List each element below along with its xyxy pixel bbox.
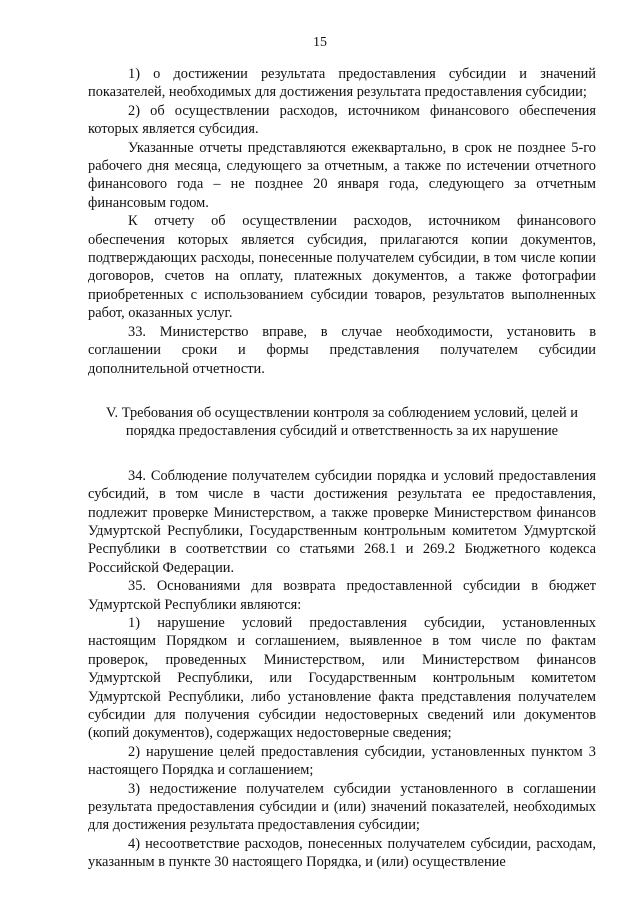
paragraph-35-item-4: 4) несоответствие расходов, понесенных получателем субсидии, расходам, указанным в пункте 30 настоящего Порядка, и (или) осуществление [88,835,596,871]
paragraph-34: 34. Соблюдение получателем субсидии порядка и условий предоставления субсидий, в том числе в части достижения результата ее предоставления, подлежит проверке Министерством, а также проверке Министерством финансов Удмуртской Республики, Государственным контрольным комитетом Удмуртской Республики в соответствии со статьями 268.1 и 269.2 Бюджетного кодекса Российской Федерации. [88,467,596,576]
section-heading: V. Требования об осуществлении контроля за соблюдением условий, целей и порядка предоставления субсидий и ответственность за их нарушение [106,404,578,440]
paragraph-report-achievement: 1) о достижении результата предоставления субсидии и значений показателей, необходимых для достижения результата предоставления субсидии; [88,66,596,101]
paragraph-35-item-1: 1) нарушение условий предоставления субсидии, установленных настоящим Порядком и соглашением, выявленное в том числе по фактам проверок, проведенных Министерством, или Министерством финансов Удмуртской Республики, или Государственным контрольным комитетом Удмуртской Республики, либо установление факта представления получателем субсидии для получения субсидии недостоверных сведений или документов (копий документов), содержащих недостоверные сведения; [88,614,596,742]
paragraph-report-deadline: Указанные отчеты представляются ежеквартально, в срок не позднее 5-го рабочего дня месяца, следующего за отчетным, а также по истечении отчетного финансового года – не позднее 20 января года, следующего за отчетным финансовым годом. [88,139,596,211]
paragraph-report-attachments: К отчету об осуществлении расходов, источником финансового обеспечения которых является субсидия, прилагаются копии документов, подтверждающих расходы, понесенные получателем субсидии, в том числе копии договоров, счетов на оплату, платежных документов, а также фотографии приобретенных с использованием субсидии товаров, результатов выполненных работ, оказанных услуг. [88,213,596,322]
paragraph-33: 33. Министерство вправе, в случае необходимости, установить в соглашении сроки и формы представления получателем субсидии дополнительной отчетности. [88,323,596,377]
paragraph-35: 35. Основаниями для возврата предоставленной субсидии в бюджет Удмуртской Республики являются: [88,578,596,613]
paragraph-35-item-2: 2) нарушение целей предоставления субсидии, установленных пунктом 3 настоящего Порядка и соглашением; [88,743,596,779]
paragraph-35-item-3: 3) недостижение получателем субсидии установленного в соглашении результата предоставления субсидии и (или) значений показателей, необходимых для достижения результата предоставления субсидии; [88,780,596,834]
document-body [88,65,596,872]
paragraph-report-expenses: 2) об осуществлении расходов, источником финансового обеспечения которых является субсидия. [88,102,596,138]
page-number: 15 [313,35,327,50]
